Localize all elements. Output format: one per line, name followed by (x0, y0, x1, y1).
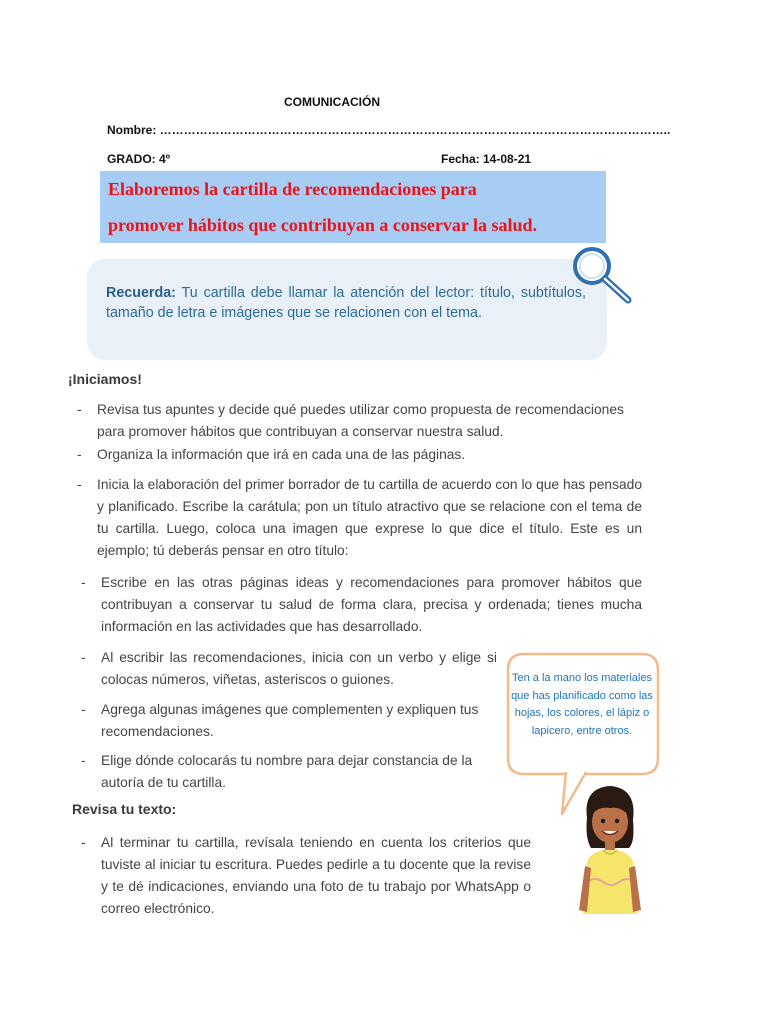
list-item: - Escribe en las otras páginas ideas y recomendaciones para promover hábitos que contribuyan a conservar tu salud de forma clara, precisa y ordenada; tienes mucha información en las actividades que has desarrollado. (81, 575, 642, 634)
banner-line-2-text: promover hábitos que contribuyan a conservar la salud (108, 215, 533, 235)
list-item: - Agrega algunas imágenes que complementen y expliquen tus recomendaciones. (81, 702, 479, 739)
magnifier-icon (566, 244, 636, 308)
banner-trailing-dot: . (532, 215, 538, 235)
list-item: - Revisa tus apuntes y decide qué puedes utilizar como propuesta de recomendaciones para promover hábitos que contribuyan a conservar nuestra salud. (77, 402, 624, 439)
list-item: - Organiza la información que irá en cada una de las páginas. (77, 447, 466, 462)
remember-text (106, 283, 586, 323)
title-banner (100, 171, 606, 243)
girl-illustration (575, 778, 645, 914)
bubble-text: Ten a la mano los materiales que has planificado como las hojas, los colores, el lápiz o lapicero, entre otros. (511, 672, 653, 737)
banner-line-1: Elaboremos la cartilla de recomendaciones para (108, 179, 477, 199)
list-item: - Elige dónde colocarás tu nombre para dejar constancia de la autoría de tu cartilla. (81, 753, 473, 790)
remember-label: Recuerda: (106, 285, 176, 301)
list-item: - Inicia la elaboración del primer borrador de tu cartilla de acuerdo con lo que has pensado y planificado. Escribe la carátula; pon un título atractivo que se relacione con el tema de tu cartilla. Luego, coloca una imagen que exprese lo que dice el título. Este es un ejemplo; tú deberás pensar en otro título: (77, 477, 642, 558)
list-item: - Al escribir las recomendaciones, inicia con un verbo y elige si colocas números, viñetas, asteriscos o guiones. (81, 650, 497, 687)
start-section-title: ¡Iniciamos! (68, 371, 142, 387)
review-section-title: Revisa tu texto: (72, 801, 177, 817)
remember-body: Tu cartilla debe llamar la atención del lector: título, subtítulos, tamaño de letra e imágenes que se relacionen con el tema. (106, 285, 586, 321)
list-item: - Al terminar tu cartilla, revísala teniendo en cuenta los criterios que tuviste al iniciar tu escritura. Puedes pedirle a tu docente que la revise y te dé indicaciones, enviando una foto de tu trabajo por WhatsApp o correo electrónico. (81, 835, 531, 916)
remember-box (87, 259, 607, 360)
banner-line-2 (108, 215, 537, 236)
date-label: Fecha: 14-08-21 (441, 152, 532, 166)
name-line: Nombre: ……………………………………………………………………………………………………………….. (107, 123, 671, 137)
grade-label: GRADO: 4º (107, 152, 171, 166)
subject-title: COMUNICACIÓN (284, 95, 380, 109)
